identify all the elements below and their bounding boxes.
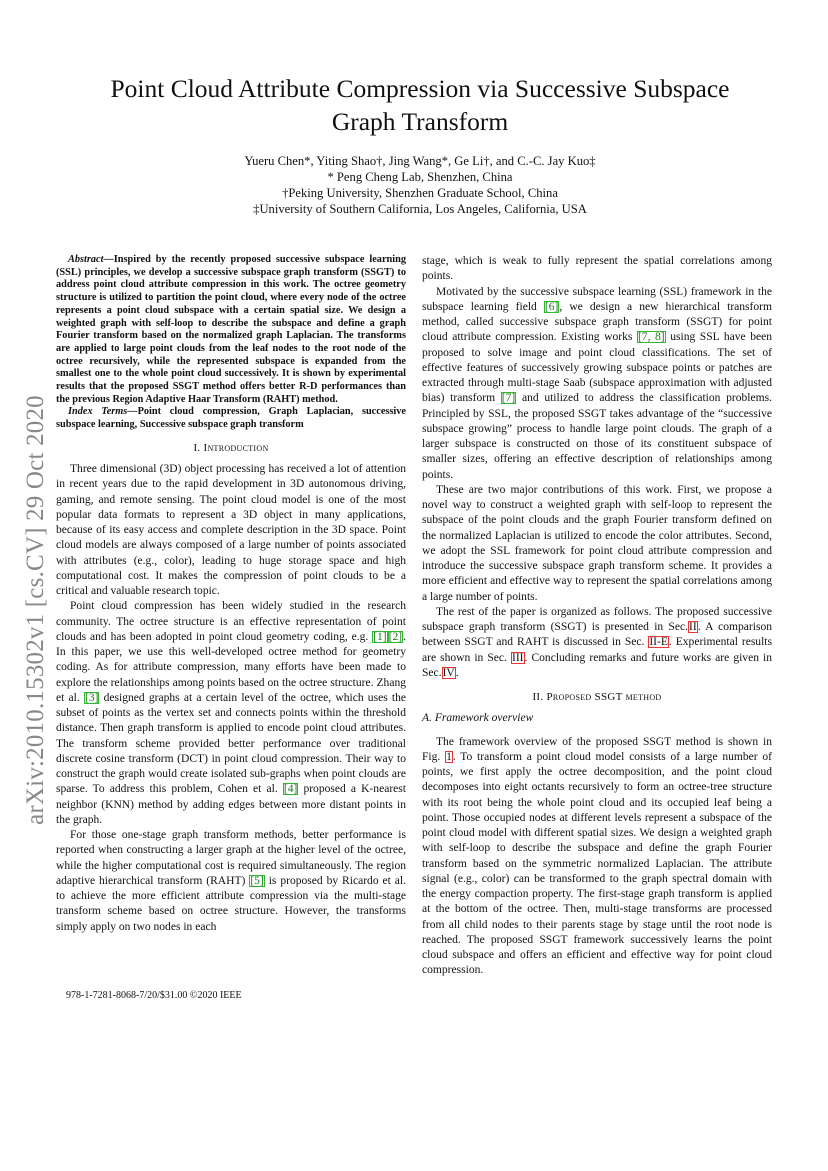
section-ref-link[interactable]: II <box>688 621 697 633</box>
affiliation-3: ‡University of Southern California, Los Angeles, California, USA <box>253 202 587 216</box>
intro-paragraph-3-continued: stage, which is weak to fully represent the spatial correlations among points. <box>422 255 772 283</box>
index-terms-text: —Point cloud compression, Graph Laplacian, successive subspace learning, Successive subspace graph transform <box>56 406 406 431</box>
citation-link[interactable]: [2] <box>388 630 403 643</box>
section-heading-introduction: I. Introduction <box>193 441 269 454</box>
citation-link[interactable]: [7] <box>501 392 516 405</box>
abstract <box>56 254 406 432</box>
intro-paragraph-3: For those one-stage graph transform methods, better performance is reported when constructing a larger graph at the higher level of the octree, while the higher computational cost is required simultaneously. The region adaptive hierarchical transform (RAHT) [5] is proposed by Ricardo et al. to achieve the more efficient attribute compression via the multi-stage transform scheme based on octree structure. However, the transforms simply apply on two nodes in each <box>56 829 406 933</box>
abstract-text: —Inspired by the recently proposed successive subspace learning (SSL) principles, we develop a successive subspace graph transform (SSGT) to address point cloud attribute compression in this work. The octree geometry structure is utilized to partition the point cloud, where every node of the octree represents a point cloud subspace with a certain spatial size. We design a weighted graph with self-loop to describe the subspace and define a graph Fourier transform based on the normalized graph Laplacian. The transforms are applied to large point clouds from the leaf nodes to the root node of the octree recursively, while the represented subspace is expanded from the smallest one to the whole point cloud successively. It is shown by experimental results that the proposed SSGT method offers better R-D performances than the previous Region Adaptive Haar Transform (RAHT) method. <box>56 254 406 405</box>
section-heading-proposed: II. Proposed SSGT method <box>532 691 662 703</box>
copyright-footer: 978-1-7281-8068-7/20/$31.00 ©2020 IEEE <box>66 990 242 1001</box>
intro-paragraph-1: Three dimensional (3D) object processing has received a lot of attention in recent years due to the rapid development in 3D autonomous driving, gaming, and remote sensing. The point cloud model is one of the most popular data formats to represent a 3D object in many applications, because of its easy access and complete description in the 3D space. Point cloud models are always composed of a large number of points associated with attributes (e.g., color), leading to huge storage space and high computational cost. It makes the compression of point clouds to be a critical and valuable research topic. <box>56 463 406 598</box>
title-line-2: Graph Transform <box>331 107 509 136</box>
citation-link[interactable]: [4] <box>283 783 298 796</box>
paper-title <box>60 72 780 138</box>
citation-link[interactable]: [3] <box>84 691 99 704</box>
intro-paragraph-contributions: These are two major contributions of this work. First, we propose a novel way to construct a weighted graph with self-loop to represent the subspace of the point clouds and the graph Fourier transform defined on the normalized Laplacian is utilized to encode the color attributes. Second, we adopt the SSL framework for point cloud attribute compression and introduce the successive subspace graph transform scheme. It provides a more efficient and effective way to represent the spatial correlations among a large number of points. <box>422 483 772 603</box>
affiliation-2: †Peking University, Shenzhen Graduate School, China <box>282 186 558 200</box>
figure-ref-link[interactable]: 1 <box>446 750 452 763</box>
subsection-heading-framework: A. Framework overview <box>422 712 534 725</box>
abstract-label: Abstract <box>68 254 104 265</box>
citation-link[interactable]: [5] <box>250 874 264 887</box>
citation-link[interactable]: [1] <box>373 630 387 643</box>
framework-paragraph: The framework overview of the proposed SSGT method is shown in Fig. 1. To transform a point cloud model consists of a large number of points, we first apply the octree decomposition, and the point cloud decomposes into eight octants recursively to form an octree-tree structure with its root being the whole point cloud and its occupied leaf being a point. Those occupied nodes at different levels represent a subspace of the point cloud model with different spatial sizes. We design a weighted graph with self-loop to describe the subspace and define the graph Fourier transform based on the symmetric normalized Laplacian. The attribute signal (e.g., color) can be transformed to the graph spectral domain with the energy compaction property. The first-stage graph transform is applied at the bottom of the octree. Then, multi-stage transforms are processed from all child nodes to their parents stage by stage until the root node is reached. The proposed SSGT framework successively learns the point cloud subspace and offers an efficient and effective way for point cloud compression. <box>422 735 772 977</box>
section-ref-link[interactable]: IV <box>442 666 455 679</box>
left-column <box>56 254 406 935</box>
intro-paragraph-2: Point cloud compression has been widely studied in the research community. The octree structure is an effective representation of point clouds and has been adopted in point cloud geometry coding, e.g. [1] [2]. In this paper, we use this well-developed octree method for geometry coding. As for attribute compression, many efforts have been made to explore the relationships among points based on the octree structure. Zhang et al. [3] designed graphs at a certain level of the octree, which uses the subset of points as the vertex set and connects points within the threshold distance. Then graph transform is applied to encode point cloud attributes. The transform scheme provided better performance over traditional discrete cosine transform (DCT) in point cloud compression. Their way to construct the graph would create isolated sub-graphs when point clouds are sparse. To address this problem, Cohen et al. [4] proposed a K-nearest neighbor (KNN) method by adding edges between more distant points in the graph. <box>56 600 407 826</box>
section-ref-link[interactable]: III <box>511 651 524 664</box>
affiliation-1: * Peng Cheng Lab, Shenzhen, China <box>327 170 513 184</box>
author-block <box>60 153 780 217</box>
intro-paragraph-organization: The rest of the paper is organized as follows. The proposed successive subspace graph transform (SSGT) is presented in Sec.II. A comparison between SSGT and RAHT is discussed in Sec. II-E. Experimental results are shown in Sec. III. Concluding remarks and future works are given in Sec.IV. <box>422 605 772 679</box>
right-column <box>422 254 772 979</box>
index-terms-label: Index Terms <box>68 406 128 418</box>
title-line-1: Point Cloud Attribute Compression via Successive Subspace <box>110 74 730 103</box>
arxiv-sidebar-stamp <box>16 360 56 860</box>
arxiv-identifier: arXiv:2010.15302v1 [cs.CV] 29 Oct 2020 <box>22 395 49 825</box>
citation-link[interactable]: [6] <box>544 300 559 313</box>
citation-link[interactable]: [7, 8] <box>637 331 665 344</box>
section-ref-link[interactable]: II-E <box>649 636 668 649</box>
intro-paragraph-4: Motivated by the successive subspace learning (SSL) framework in the subspace learning field [6], we design a new hierarchical transform method, called successive subspace graph transform (SSGT) for point cloud attribute compression. Existing works [7, 8] using SSL have been proposed to solve image and point cloud classifications. The set of effective features of successively growing subspace points or patches are extracted through multi-stage Saab (subspace approximation with adjusted bias) transform [7] and utilized to address the classification problems. Principled by SSL, the proposed SSGT takes advantage of the “successive subspace growing” process to handle large point clouds. The graph of a larger subspace is constructed on those of its constituent subspace of smaller sizes, offering an effective description of relationships among points. <box>422 285 773 481</box>
author-list: Yueru Chen*, Yiting Shao†, Jing Wang*, Ge Li†, and C.-C. Jay Kuo‡ <box>244 154 596 168</box>
